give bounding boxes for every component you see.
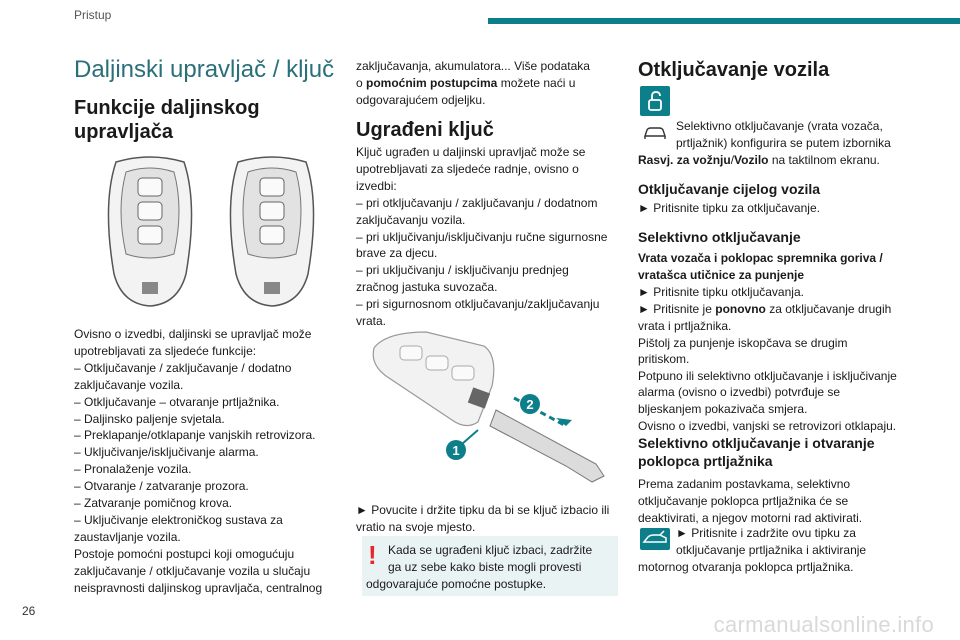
text-line: ► Pritisnite tipku otključavanja. <box>638 285 804 299</box>
trunk-press-line-1: ► Pritisnite i zadržite ovu tipku za <box>676 526 856 540</box>
text-line: zaključavanju vozila. <box>356 212 466 227</box>
text-line: – Otvaranje / zatvaranje prozora. <box>74 479 249 494</box>
car-trunk-icon <box>640 528 670 550</box>
trunk-title-line-2: poklopca prtljažnika <box>638 453 773 469</box>
selective-title: Selektivno otključavanje <box>638 229 801 245</box>
warning-text-line-3: odgovarajuće pomoćne postupke. <box>366 577 547 591</box>
trunk-press-line-3: motornog otvaranja poklopca prtljažnika. <box>638 560 854 574</box>
text-line: zaključavanje vozila. <box>74 377 184 392</box>
text-line: – pri uključivanju/isključivanju ručne sigurnosne <box>356 229 608 244</box>
text-line: pritiskom. <box>638 352 690 367</box>
warning-text-line-1: Kada se ugrađeni ključ izbaci, zadržite <box>388 543 593 557</box>
page-title: Daljinski upravljač / ključ <box>74 56 335 83</box>
text-line: – pri otključavanju / zaključavanju / dodatnom <box>356 195 598 210</box>
text-line: Prema zadanim postavkama, selektivno <box>638 477 851 491</box>
integrated-key-title: Ugrađeni ključ <box>356 119 494 141</box>
text-line: Ključ ugrađen u daljinski upravljač može se <box>356 145 586 159</box>
text-line: otključavanje poklopca prtljažnika će se <box>638 494 849 508</box>
selective-again-line: ► Pritisnite je ponovno za otključavanje drugih <box>638 302 892 316</box>
trunk-title-line-1: Selektivno otključavanje i otvaranje <box>638 435 875 451</box>
functions-title-line-1: Funkcije daljinskog <box>74 97 260 119</box>
text-line: bljeskanjem pokazivača smjera. <box>638 402 808 416</box>
text-line: Ovisno o izvedbi, daljinski se upravljač može <box>74 327 312 341</box>
text-line: izvedbi: <box>356 178 397 193</box>
text-line: upotrebljavati za sljedeće funkcije: <box>74 343 257 358</box>
push-text-line-2: vratio na svoje mjesto. <box>356 520 476 534</box>
selective-subtitle-line-1: Vrata vozača i poklopac spremnika goriva / <box>638 251 883 265</box>
text-line: zaključavanje / otključavanje vozila u slučaju <box>74 563 311 578</box>
header-accent-bar <box>488 18 960 24</box>
warning-text-line-2: ga uz sebe kako biste mogli provesti <box>388 560 582 574</box>
text-line: – Preklapanje/otklapanje vanjskih retrovizora. <box>74 428 316 443</box>
warning-icon: ! <box>368 540 377 570</box>
whole-vehicle-title: Otključavanje cijelog vozila <box>638 181 821 197</box>
trunk-button-icon <box>640 528 670 550</box>
watermark: carmanualsonline.info <box>713 612 934 637</box>
text-line: neispravnosti daljinskog upravljača, centralnog <box>74 580 323 595</box>
callout-2: 2 <box>526 397 534 412</box>
text-line: – Zatvaranje pomičnog krova. <box>74 496 233 510</box>
text-line: Ovisno o izvedbi, vanjski se retrovizori otklapaju. <box>638 418 897 433</box>
text-line: Potpuno ili selektivno otključavanje i isključivanje <box>638 368 897 383</box>
push-text-line-1: ► Povucite i držite tipku da bi se ključ izbacio ili <box>356 503 610 517</box>
unlocking-title: Otključavanje vozila <box>638 59 830 81</box>
remote-key-right <box>230 157 313 306</box>
selective-config-line-2: prtljažnik) konfigurira se putem izbornika <box>676 136 891 150</box>
text-line: zračnog jastuka suvozača. <box>356 280 498 295</box>
text-line: – Otključavanje – otvaranje prtljažnika. <box>74 394 280 409</box>
remote-key-left <box>108 157 191 306</box>
key-extraction-illustration <box>366 326 616 492</box>
continued-text-line-2: o pomoćnim postupcima možete naći u <box>356 76 576 90</box>
text-line: deaktivirati, a njegov motorni rad aktivirati. <box>638 511 863 525</box>
text-line: – pri uključivanju / isključivanju prednjeg <box>356 263 569 278</box>
continued-text-line-3: odgovarajućem odjeljku. <box>356 93 486 107</box>
padlock-open-icon <box>640 86 670 116</box>
text-line: Pištolj za punjenje iskopčava se drugim <box>638 335 848 350</box>
text-line: zaustavljanje vozila. <box>74 529 181 544</box>
car-icon <box>642 124 668 142</box>
text-line: vrata. <box>356 314 387 328</box>
section-label: Pristup <box>74 8 112 22</box>
continued-text-line-1: zaključavanja, akumulatora... Više podataka <box>356 59 590 73</box>
text-line: upotrebljavati za sljedeće radnje, ovisno o <box>356 161 579 176</box>
text-line: – Daljinsko paljenje svjetala. <box>74 411 225 426</box>
unlock-feature-icon <box>640 86 670 116</box>
text-line: Postoje pomoćni postupci koji omogućuju <box>74 546 295 561</box>
callout-1: 1 <box>452 443 460 458</box>
text-line: – Uključivanje elektroničkog sustava za <box>74 512 283 527</box>
text-line: – Pronalaženje vozila. <box>74 462 192 477</box>
text-line: brave za djecu. <box>356 246 438 261</box>
text-line: – Uključivanje/isključivanje alarma. <box>74 445 259 460</box>
warning-note <box>362 536 618 596</box>
text-line: – Otključavanje / zaključavanje / dodatno <box>74 360 292 375</box>
text-line: vrata i prtljažnika. <box>638 319 732 333</box>
text-line: – pri sigurnosnom otključavanju/zaključavanju <box>356 297 600 312</box>
page-number: 26 <box>22 604 36 618</box>
functions-title-line-2: upravljača <box>74 121 173 143</box>
text-line: alarma (ovisno o izvedbi) potvrđuje se <box>638 385 841 400</box>
selective-config-line-1: Selektivno otključavanje (vrata vozača, <box>676 119 883 133</box>
trunk-press-line-2: otključavanje prtljažnika i aktiviranje <box>676 543 867 557</box>
remote-keys-illustration <box>88 154 334 314</box>
whole-vehicle-text: ► Pritisnite tipku za otključavanje. <box>638 201 820 215</box>
selective-config-line-3: Rasvj. za vožnju/Vozilo na taktilnom ekranu. <box>638 153 880 167</box>
selective-subtitle-line-2: vratašca utičnice za punjenje <box>638 268 805 282</box>
